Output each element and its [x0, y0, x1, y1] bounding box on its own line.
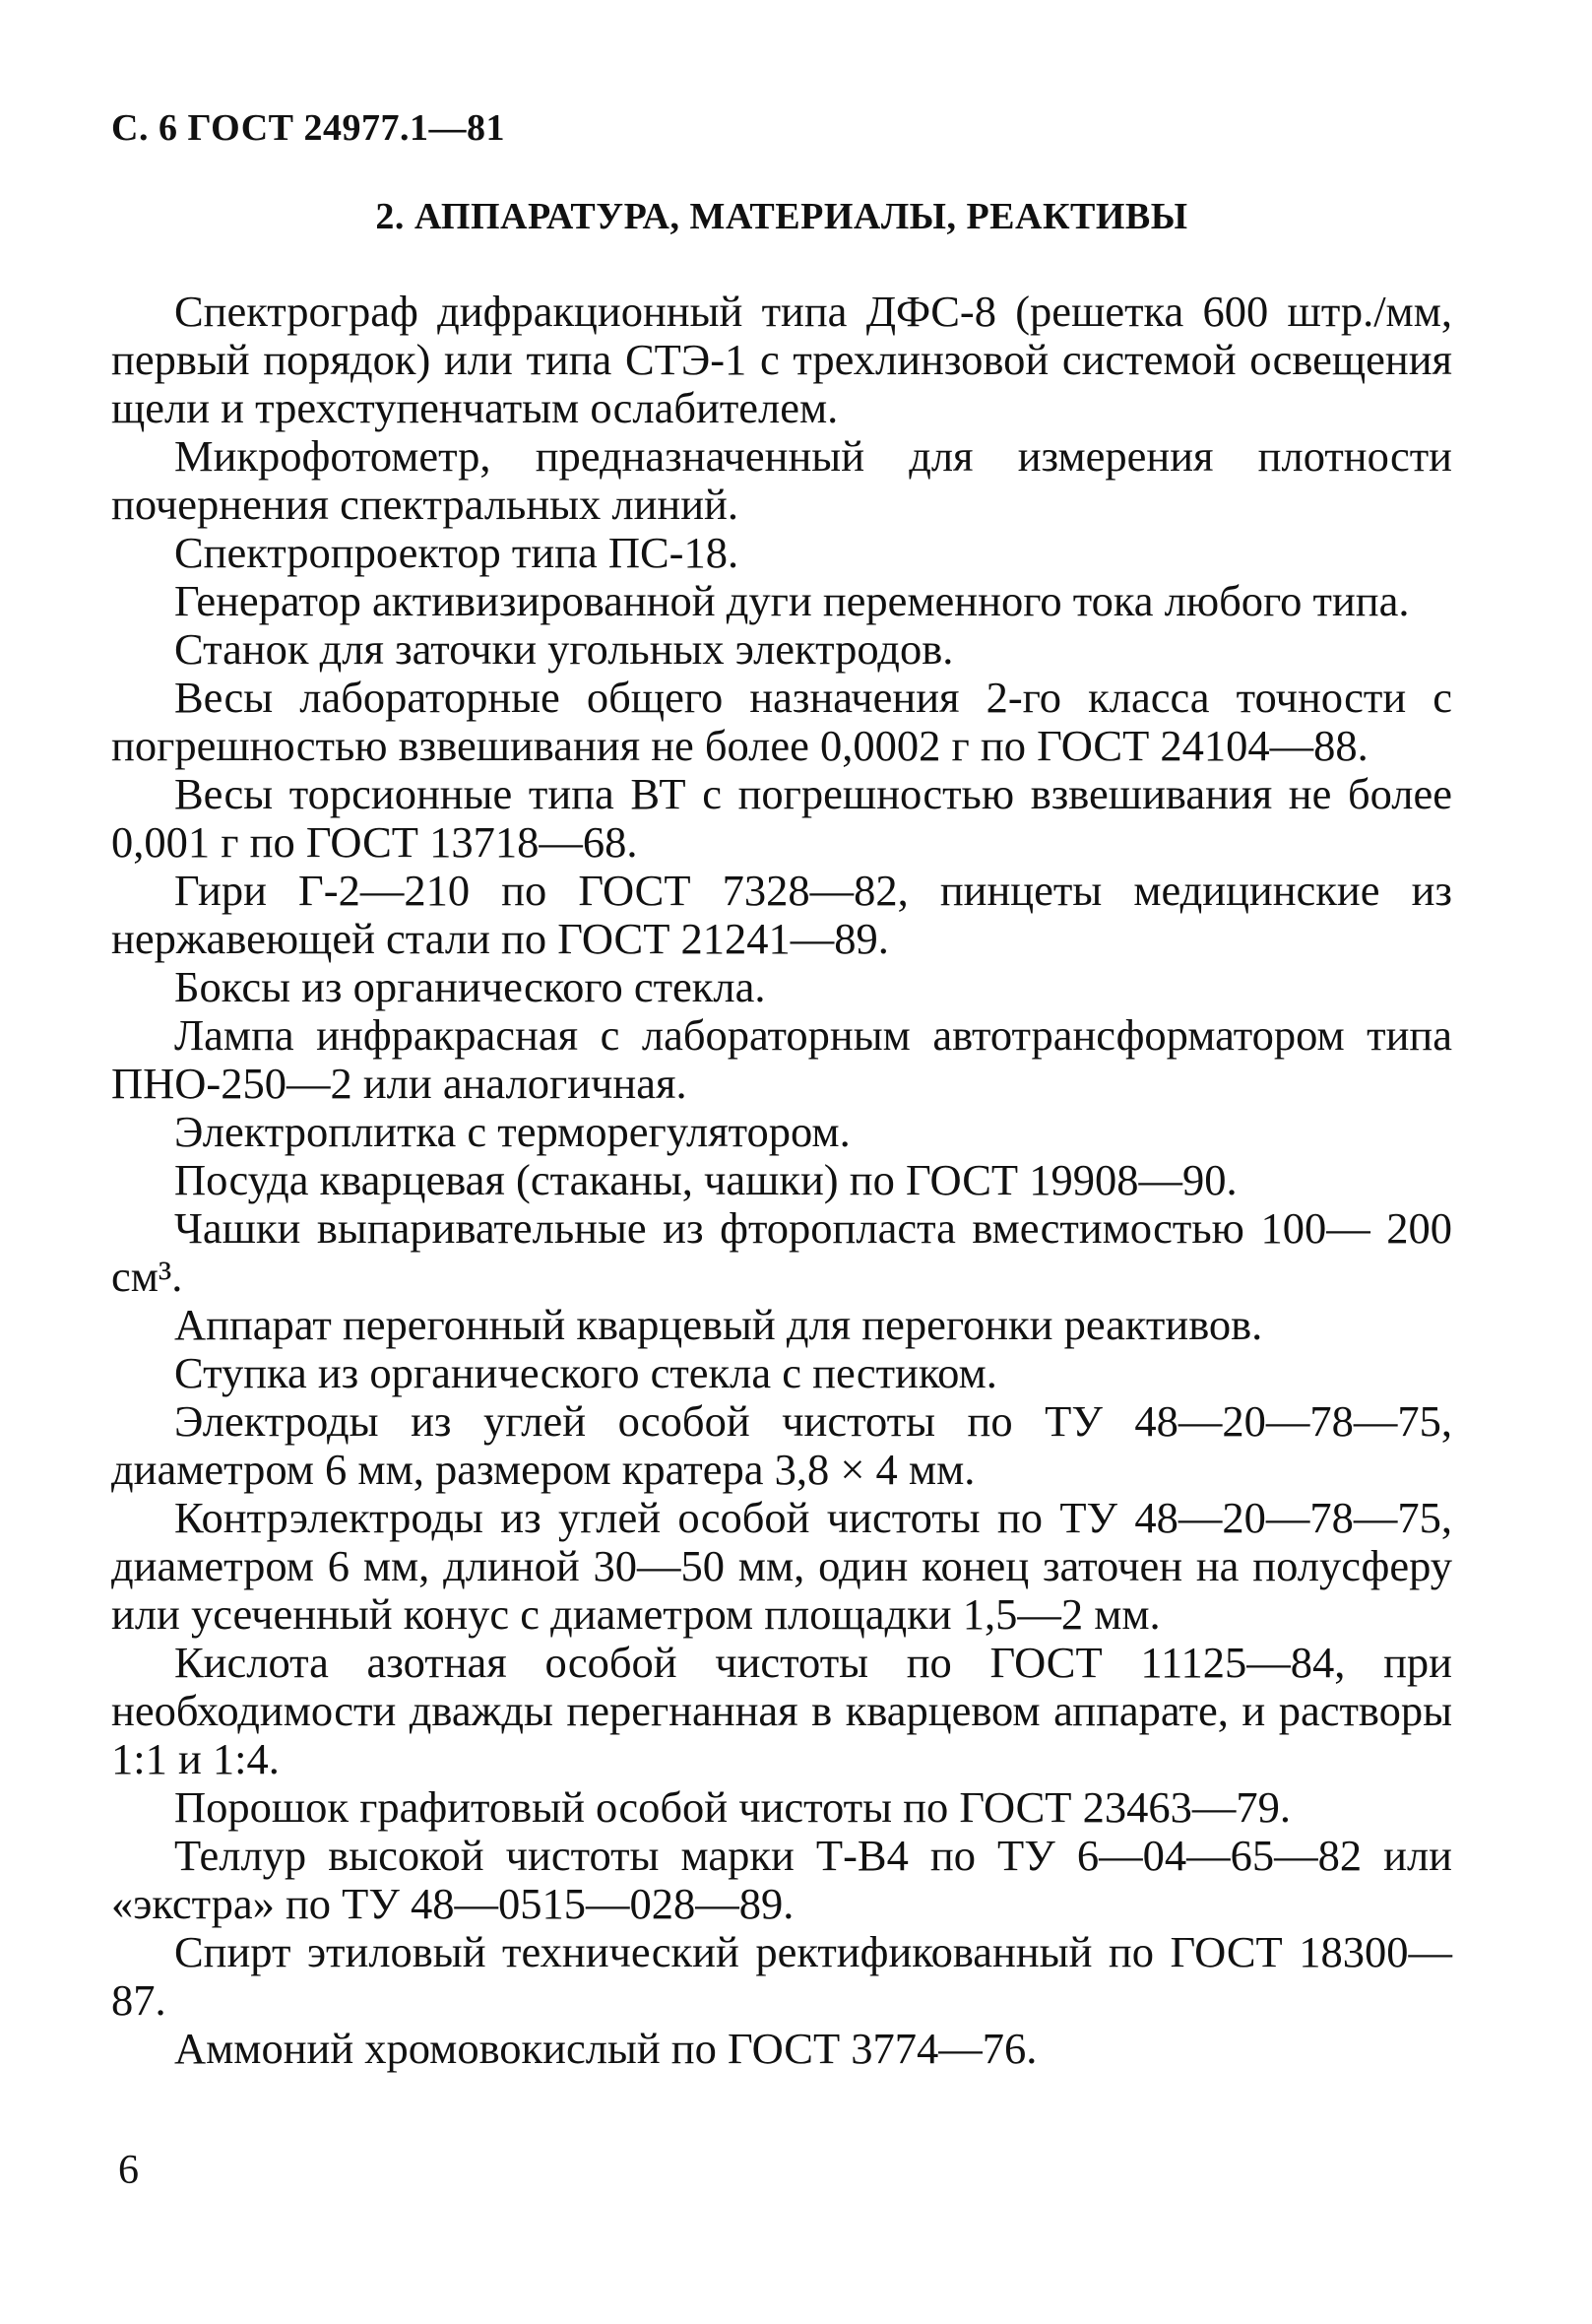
paragraph: Лампа инфракрасная с лабораторным автотрансформатором типа ПНО-250—2 или аналогичная.: [111, 1010, 1452, 1108]
paragraph: Спирт этиловый технический ректификованный по ГОСТ 18300—87.: [111, 1927, 1452, 2025]
paragraph: Боксы из органического стекла.: [174, 962, 766, 1011]
paragraph: Гири Г-2—210 по ГОСТ 7328—82, пинцеты медицинские из нержавеющей стали по ГОСТ 21241—89.: [111, 866, 1452, 963]
document-body: [111, 288, 1452, 2073]
paragraph: Спектрограф дифракционный типа ДФС-8 (решетка 600 штр./мм, первый порядок) или типа СТЭ-1 с трехлинзовой системой освещения щели и трехступенчатым ослабителем.: [111, 287, 1452, 432]
paragraph: Аппарат перегонный кварцевый для перегонки реактивов.: [174, 1300, 1263, 1349]
paragraph: Теллур высокой чистоты марки Т-В4 по ТУ 6—04—65—82 или «экстра» по ТУ 48—0515—028—89.: [111, 1831, 1452, 1928]
paragraph: Электроплитка с терморегулятором.: [174, 1107, 851, 1156]
paragraph: Генератор активизированной дуги переменного тока любого типа.: [174, 576, 1410, 625]
page-number: 6: [118, 2148, 139, 2193]
paragraph: Порошок графитовый особой чистоты по ГОСТ 23463—79.: [174, 1782, 1291, 1832]
paragraph: Ступка из органического стекла с пестиком.: [174, 1348, 997, 1397]
paragraph: Контрэлектроды из углей особой чистоты по ТУ 48—20—78—75, диаметром 6 мм, длиной 30—50 мм, один конец заточен на полусферу или усеченный конус с диаметром площадки 1,5—2 мм.: [111, 1493, 1452, 1639]
paragraph: Станок для заточки угольных электродов.: [174, 624, 954, 674]
page-header: С. 6 ГОСТ 24977.1—81: [111, 107, 505, 149]
paragraph: Кислота азотная особой чистоты по ГОСТ 11125—84, при необходимости дважды перегнанная в кварцевом аппарате, и растворы 1:1 и 1:4.: [111, 1638, 1452, 1783]
paragraph: Микрофотометр, предназначенный для измерения плотности почернения спектральных линий.: [111, 431, 1452, 529]
section-title: 2. АППАРАТУРА, МАТЕРИАЛЫ, РЕАКТИВЫ: [375, 196, 1188, 237]
paragraph: Весы лабораторные общего назначения 2-го класса точности с погрешностью взвешивания не более 0,0002 г по ГОСТ 24104—88.: [111, 673, 1452, 770]
paragraph: Аммоний хромовокислый по ГОСТ 3774—76.: [174, 2024, 1038, 2073]
paragraph: Чашки выпаривательные из фторопласта вместимостью 100— 200 см³.: [111, 1203, 1452, 1301]
paragraph: Весы торсионные типа ВТ с погрешностью взвешивания не более 0,001 г по ГОСТ 13718—68.: [111, 769, 1452, 867]
paragraph: Посуда кварцевая (стаканы, чашки) по ГОСТ 19908—90.: [174, 1155, 1238, 1204]
paragraph: Спектропроектор типа ПС-18.: [174, 528, 739, 577]
paragraph: Электроды из углей особой чистоты по ТУ 48—20—78—75, диаметром 6 мм, размером кратера 3,8 × 4 мм.: [111, 1396, 1452, 1494]
